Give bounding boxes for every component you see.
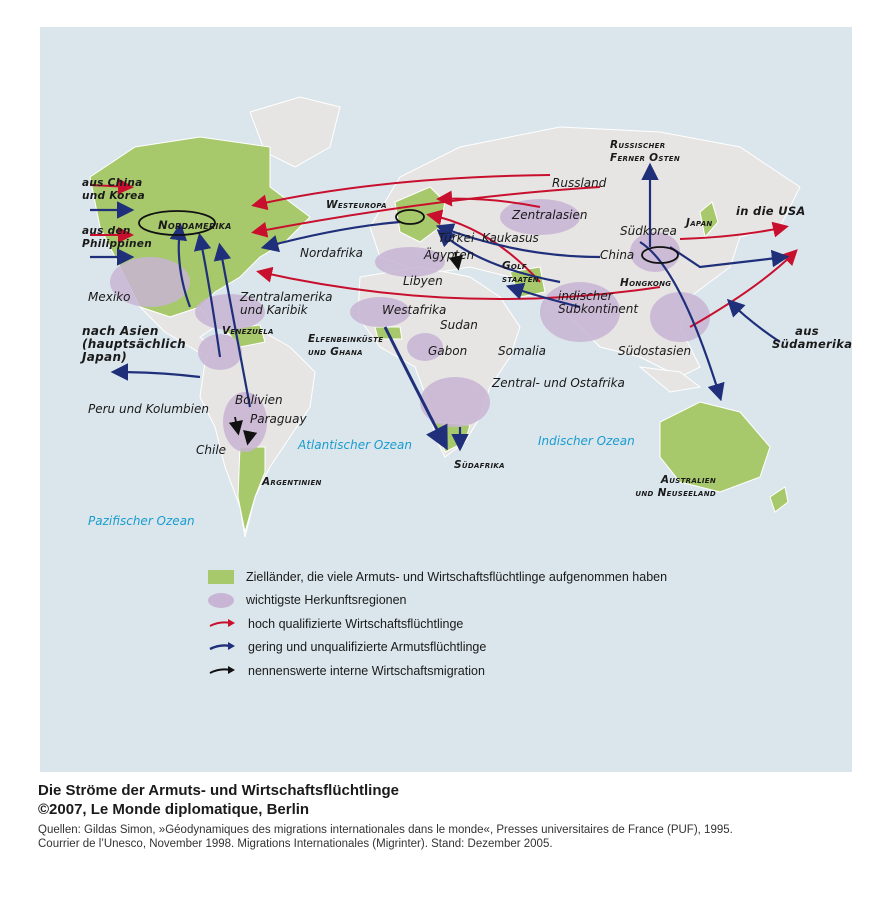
label-pazifik: Pazifischer Ozean xyxy=(88,514,195,528)
label-indischer-sub: indischer Subkontinent xyxy=(558,289,639,316)
blue-arrow-icon xyxy=(208,640,236,654)
argentinien-land xyxy=(238,447,265,532)
label-aus-suedamerika: aus Südamerika xyxy=(772,324,853,351)
legend-item-blue-arrow xyxy=(208,636,667,660)
legend-item-red-arrow xyxy=(208,612,667,636)
label-zentral-ostafrika: Zentral- und Ostafrika xyxy=(492,376,625,390)
label-somalia: Somalia xyxy=(498,344,547,358)
label-peru: Peru und Kolumbien xyxy=(88,402,209,416)
label-venezuela: Venezuela xyxy=(222,325,274,337)
label-elfenbein: Elfenbeinküste und Ghana xyxy=(308,333,384,358)
label-aegypten: Ägypten xyxy=(424,248,475,262)
label-chile: Chile xyxy=(196,443,227,457)
label-atlantik: Atlantischer Ozean xyxy=(298,438,412,452)
legend-label: nennenswerte interne Wirtschaftsmigration xyxy=(248,663,485,678)
label-westeuropa: Westeuropa xyxy=(326,199,387,211)
label-in-die-usa: in die USA xyxy=(736,204,806,218)
label-japan: Japan xyxy=(686,217,713,229)
caption-sources-line1: Quellen: Gildas Simon, »Géodynamiques des migrations internationales dans le monde«, Presses universitaires de France (PUF), 1995. xyxy=(38,824,733,836)
caption-title: Die Ströme der Armuts- und Wirtschaftsflüchtlinge xyxy=(38,782,400,799)
label-golfstaaten: Golf staaten xyxy=(502,260,539,285)
label-tuerkei: Türkei xyxy=(438,231,475,245)
label-indik: Indischer Ozean xyxy=(538,434,635,448)
label-mexiko: Mexiko xyxy=(88,290,131,304)
caption-sources-line2: Courrier de l’Unesco, November 1998. Migrations Internationales (Migrinter). Stand: Dezember 2005. xyxy=(38,838,553,850)
legend-label: hoch qualifizierte Wirtschaftsflüchtlinge xyxy=(248,616,464,631)
label-australien: Australien und Neuseeland xyxy=(635,474,716,499)
label-zentralamerika: Zentralamerika und Karibik xyxy=(240,290,333,317)
legend-item-origin xyxy=(208,589,667,613)
label-argentinien: Argentinien xyxy=(262,476,322,488)
nz-land xyxy=(770,487,788,512)
legend xyxy=(208,565,667,683)
legend-label: Zielländer, die viele Armuts- und Wirtschaftsflüchtlinge aufgenommen haben xyxy=(246,569,668,584)
label-libyen: Libyen xyxy=(403,274,443,288)
caption xyxy=(38,781,868,851)
label-aus-china-korea: aus China und Korea xyxy=(82,177,145,202)
label-gabon: Gabon xyxy=(428,344,468,358)
label-russland: Russland xyxy=(552,176,607,190)
black-arrow-icon xyxy=(208,664,236,678)
label-nordafrika: Nordafrika xyxy=(300,246,364,260)
caption-credit: ©2007, Le Monde diplomatique, Berlin xyxy=(38,801,310,818)
label-russ-fern: Russischer Ferner Osten xyxy=(610,139,681,164)
label-paraguay: Paraguay xyxy=(250,412,307,426)
label-aus-philippinen: aus den Philippinen xyxy=(82,225,152,250)
legend-item-target xyxy=(208,565,667,589)
label-nach-asien: nach Asien (hauptsächlich Japan) xyxy=(82,324,186,364)
label-hongkong: Hongkong xyxy=(620,277,672,289)
legend-label: wichtigste Herkunftsregionen xyxy=(246,593,407,608)
label-westafrika: Westafrika xyxy=(382,303,447,317)
label-kaukasus: Kaukasus xyxy=(482,231,539,245)
label-suedostasien: Südostasien xyxy=(618,344,692,358)
label-zentralasien: Zentralasien xyxy=(512,208,588,222)
label-sudan: Sudan xyxy=(440,318,478,332)
label-bolivien: Bolivien xyxy=(235,393,283,407)
red-arrow-icon xyxy=(208,617,236,631)
purple-ellipse-icon xyxy=(208,593,234,608)
label-suedkorea: Südkorea xyxy=(620,224,677,238)
label-nordamerika: Nordamerika xyxy=(158,218,232,232)
legend-label: gering und unqualifizierte Armutsflüchtlinge xyxy=(248,640,487,655)
legend-item-black-arrow xyxy=(208,659,667,683)
label-suedafrika: Südafrika xyxy=(454,459,505,471)
label-china: China xyxy=(600,248,635,262)
green-swatch-icon xyxy=(208,570,234,584)
